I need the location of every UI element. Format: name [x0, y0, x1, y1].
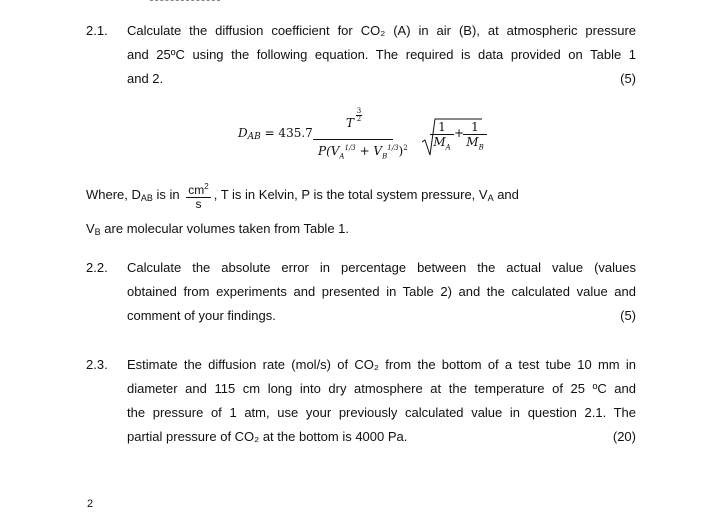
- diffusion-equation: [238, 108, 488, 168]
- where-definition: Where, $D_{AB}$ is in $\frac{cm^2}{s}$ , T is in Kelvin, P is the total system pressure, $V_A$ and: [86, 182, 519, 211]
- question-text-line-end: partial pressure of CO₂ at the bottom is 4000 Pa.: [127, 429, 408, 444]
- equation-exponent: $\frac{3}{2}$: [356, 107, 362, 123]
- fraction-one-over-ma: 1 $M_A$: [430, 120, 454, 151]
- question-text-line: Calculate the absolute error in percentage between the actual value (values: [127, 260, 636, 275]
- equation-plus: +: [454, 126, 465, 140]
- question-text-line: diameter and 115 cm long into dry atmosphere at the temperature of 25 ºC and: [127, 381, 636, 396]
- question-text-line: [127, 425, 636, 449]
- equation-numerator: T: [346, 116, 355, 130]
- question-number: 2.3.: [86, 357, 108, 372]
- marks-label: (5): [620, 71, 636, 86]
- question-text-line-end: comment of your findings.: [127, 308, 276, 323]
- page-number: 2: [87, 498, 94, 510]
- question-text-line: the pressure of 1 atm, use your previously calculated value in question 2.1. The: [127, 405, 636, 420]
- question-text-line: [127, 304, 636, 328]
- question-number: 2.1.: [86, 23, 108, 38]
- question-2-3: [86, 353, 636, 449]
- question-text-line: Calculate the diffusion coefficient for CO₂ (A) in air (B), at atmospheric pressure: [127, 23, 636, 38]
- question-text-line: and 25ºC using the following equation. The required is data provided on Table 1: [127, 47, 636, 62]
- marks-label: (5): [620, 308, 636, 323]
- fraction-bar: [313, 139, 393, 140]
- question-2-1: [86, 19, 636, 91]
- question-text-line: Estimate the diffusion rate (mol/s) of CO₂ from the bottom of a test tube 10 mm in: [127, 357, 636, 372]
- vb-definition: $V_B$ are molecular volumes taken from Table 1.: [86, 221, 350, 237]
- question-2-2: [86, 256, 636, 328]
- equation-lhs: $D_{AB} = 435.7$: [238, 126, 313, 142]
- question-text-line-end: and 2.: [127, 71, 164, 86]
- equation-denominator: $P(V_A^{1/3} + V_B^{1/3})^2$: [318, 144, 408, 161]
- question-number: 2.2.: [86, 260, 108, 275]
- marks-label: (20): [612, 429, 636, 444]
- question-text-line: obtained from experiments and presented in Table 2) and the calculated value and: [127, 284, 636, 299]
- top-divider: [150, 0, 220, 5]
- question-text-line: [127, 67, 636, 91]
- unit-cm2-per-s: $\frac{cm^2}{s}$: [188, 182, 209, 211]
- fraction-one-over-mb: 1 $M_B$: [463, 120, 487, 151]
